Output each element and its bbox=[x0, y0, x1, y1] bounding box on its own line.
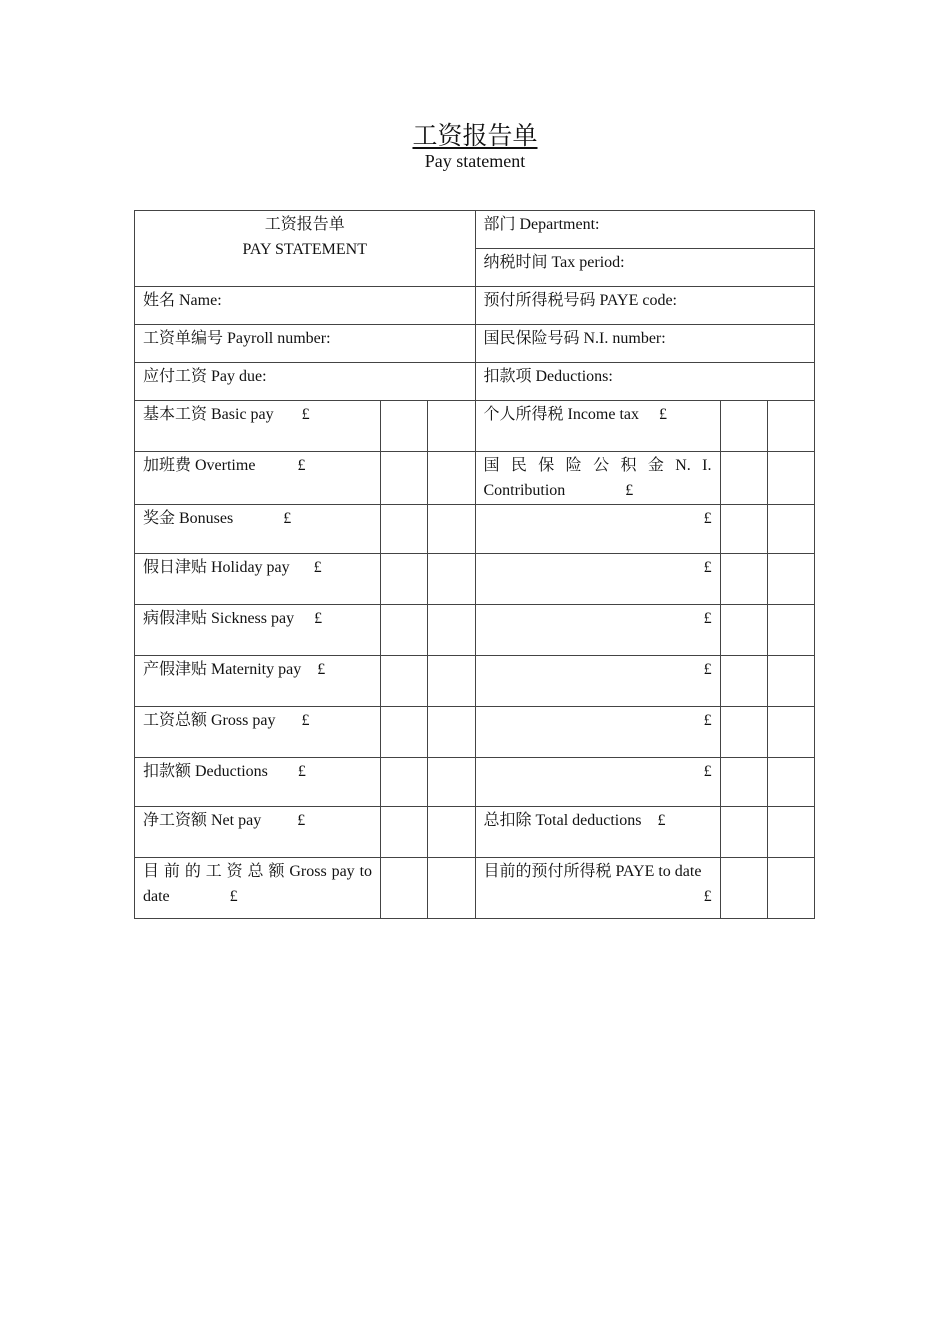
pound-sign: £ bbox=[703, 510, 712, 527]
holiday-pay-amount-1[interactable] bbox=[381, 554, 428, 605]
paye-to-date-amount-1[interactable] bbox=[720, 858, 767, 919]
gross-pay-label-cell bbox=[135, 707, 381, 758]
deduction-blank-amount-1[interactable] bbox=[720, 758, 767, 807]
deduction-blank-amount-1[interactable] bbox=[720, 505, 767, 554]
sickness-pay-label: 病假津贴 Sickness pay bbox=[143, 610, 295, 627]
overtime-label-cell bbox=[135, 452, 381, 505]
payroll-number-field[interactable] bbox=[135, 325, 476, 363]
statement-heading-zh: 工资报告单 bbox=[264, 216, 345, 233]
bonuses-amount-2[interactable] bbox=[428, 505, 475, 554]
holiday-pay-label: 假日津贴 Holiday pay bbox=[143, 559, 290, 576]
deduction-blank-cell[interactable] bbox=[475, 505, 720, 554]
pound-sign: £ bbox=[297, 763, 306, 780]
name-label: 姓名 Name: bbox=[143, 292, 222, 309]
sickness-pay-label-cell bbox=[135, 605, 381, 656]
deduction-blank-amount-1[interactable] bbox=[720, 707, 767, 758]
deductions-amount-2[interactable] bbox=[428, 758, 475, 807]
holiday-pay-label-cell bbox=[135, 554, 381, 605]
deduction-blank-amount-2[interactable] bbox=[767, 656, 814, 707]
deduction-blank-amount-2[interactable] bbox=[767, 554, 814, 605]
paye-code-label: 预付所得税号码 PAYE code: bbox=[483, 292, 677, 309]
paye-to-date-label-cell bbox=[475, 858, 720, 919]
deductions-row-label: 扣款额 Deductions bbox=[143, 763, 268, 780]
gross-to-date-amount-2[interactable] bbox=[428, 858, 475, 919]
department-label: 部门 Department: bbox=[483, 216, 600, 233]
total-deductions-label: 总扣除 Total deductions bbox=[483, 812, 642, 829]
gross-to-date-label-line2: date bbox=[143, 888, 170, 905]
deductions-label: 扣款项 Deductions: bbox=[483, 368, 613, 385]
statement-heading-cell bbox=[135, 211, 476, 287]
deduction-blank-amount-1[interactable] bbox=[720, 656, 767, 707]
name-field[interactable] bbox=[135, 287, 476, 325]
bonuses-label-cell bbox=[135, 505, 381, 554]
ni-contribution-label-en: Contribution bbox=[483, 482, 566, 499]
pound-sign: £ bbox=[314, 610, 323, 627]
pound-sign: £ bbox=[229, 888, 238, 905]
deduction-blank-amount-2[interactable] bbox=[767, 707, 814, 758]
gross-to-date-label-cell bbox=[135, 858, 381, 919]
deduction-blank-amount-1[interactable] bbox=[720, 605, 767, 656]
income-tax-amount-1[interactable] bbox=[720, 401, 767, 452]
net-pay-label: 净工资额 Net pay bbox=[143, 812, 262, 829]
gross-to-date-label-line1: 目 前 的 工 资 总 额 Gross pay to bbox=[143, 863, 373, 880]
maternity-pay-amount-1[interactable] bbox=[381, 656, 428, 707]
pound-sign: £ bbox=[297, 812, 306, 829]
income-tax-label: 个人所得税 Income tax bbox=[483, 406, 640, 423]
pound-sign: £ bbox=[313, 559, 322, 576]
deduction-blank-amount-2[interactable] bbox=[767, 505, 814, 554]
deduction-blank-cell[interactable] bbox=[475, 554, 720, 605]
statement-heading-en: PAY STATEMENT bbox=[242, 241, 368, 258]
pound-sign: £ bbox=[703, 712, 712, 729]
overtime-amount-1[interactable] bbox=[381, 452, 428, 505]
pound-sign: £ bbox=[297, 457, 306, 474]
overtime-amount-2[interactable] bbox=[428, 452, 475, 505]
gross-pay-amount-2[interactable] bbox=[428, 707, 475, 758]
pound-sign: £ bbox=[703, 763, 712, 780]
basic-pay-label-cell bbox=[135, 401, 381, 452]
basic-pay-amount-2[interactable] bbox=[428, 401, 475, 452]
gross-pay-label: 工资总额 Gross pay bbox=[143, 712, 276, 729]
pound-sign: £ bbox=[703, 661, 712, 678]
deduction-blank-cell[interactable] bbox=[475, 707, 720, 758]
pound-sign: £ bbox=[703, 888, 712, 905]
total-deductions-amount-2[interactable] bbox=[767, 807, 814, 858]
basic-pay-label: 基本工资 Basic pay bbox=[143, 406, 274, 423]
pound-sign: £ bbox=[301, 712, 310, 729]
sickness-pay-amount-1[interactable] bbox=[381, 605, 428, 656]
deductions-label-cell bbox=[135, 758, 381, 807]
pound-sign: £ bbox=[301, 406, 310, 423]
ni-contribution-label-cell bbox=[475, 452, 720, 505]
department-field[interactable] bbox=[475, 211, 815, 249]
ni-contribution-amount-2[interactable] bbox=[767, 452, 814, 505]
total-deductions-label-cell bbox=[475, 807, 720, 858]
tax-period-field[interactable] bbox=[475, 249, 815, 287]
holiday-pay-amount-2[interactable] bbox=[428, 554, 475, 605]
page-subtitle: Pay statement bbox=[424, 151, 526, 171]
paye-code-field[interactable] bbox=[475, 287, 815, 325]
maternity-pay-amount-2[interactable] bbox=[428, 656, 475, 707]
deduction-blank-amount-2[interactable] bbox=[767, 605, 814, 656]
ni-number-label: 国民保险号码 N.I. number: bbox=[483, 330, 666, 347]
deductions-amount-1[interactable] bbox=[381, 758, 428, 807]
net-pay-label-cell bbox=[135, 807, 381, 858]
page-title: 工资报告单 bbox=[412, 123, 538, 150]
pound-sign: £ bbox=[657, 812, 666, 829]
pound-sign: £ bbox=[317, 661, 326, 678]
payroll-number-label: 工资单编号 Payroll number: bbox=[143, 330, 331, 347]
ni-contribution-amount-1[interactable] bbox=[720, 452, 767, 505]
pay-due-header bbox=[135, 363, 476, 401]
bonuses-label: 奖金 Bonuses bbox=[143, 510, 234, 527]
paye-to-date-amount-2[interactable] bbox=[767, 858, 814, 919]
pay-due-label: 应付工资 Pay due: bbox=[143, 368, 267, 385]
deduction-blank-cell[interactable] bbox=[475, 605, 720, 656]
ni-number-field[interactable] bbox=[475, 325, 815, 363]
deduction-blank-cell[interactable] bbox=[475, 758, 720, 807]
deduction-blank-amount-2[interactable] bbox=[767, 758, 814, 807]
deduction-blank-cell[interactable] bbox=[475, 656, 720, 707]
pound-sign: £ bbox=[283, 510, 292, 527]
pay-statement-table bbox=[134, 210, 815, 919]
net-pay-amount-1[interactable] bbox=[381, 807, 428, 858]
tax-period-label: 纳税时间 Tax period: bbox=[483, 254, 625, 271]
pound-sign: £ bbox=[625, 482, 634, 499]
paye-to-date-label: 目前的预付所得税 PAYE to date bbox=[483, 863, 702, 880]
total-deductions-amount-1[interactable] bbox=[720, 807, 767, 858]
income-tax-amount-2[interactable] bbox=[767, 401, 814, 452]
gross-pay-amount-1[interactable] bbox=[381, 707, 428, 758]
pound-sign: £ bbox=[659, 406, 668, 423]
pound-sign: £ bbox=[703, 610, 712, 627]
net-pay-amount-2[interactable] bbox=[428, 807, 475, 858]
sickness-pay-amount-2[interactable] bbox=[428, 605, 475, 656]
pound-sign: £ bbox=[703, 559, 712, 576]
income-tax-label-cell bbox=[475, 401, 720, 452]
ni-contribution-label-zh: 国 民 保 险 公 积 金 N. I. bbox=[483, 457, 712, 474]
overtime-label: 加班费 Overtime bbox=[143, 457, 256, 474]
basic-pay-amount-1[interactable] bbox=[381, 401, 428, 452]
bonuses-amount-1[interactable] bbox=[381, 505, 428, 554]
deductions-header bbox=[475, 363, 815, 401]
gross-to-date-amount-1[interactable] bbox=[381, 858, 428, 919]
deduction-blank-amount-1[interactable] bbox=[720, 554, 767, 605]
maternity-pay-label: 产假津贴 Maternity pay bbox=[143, 661, 302, 678]
maternity-pay-label-cell bbox=[135, 656, 381, 707]
